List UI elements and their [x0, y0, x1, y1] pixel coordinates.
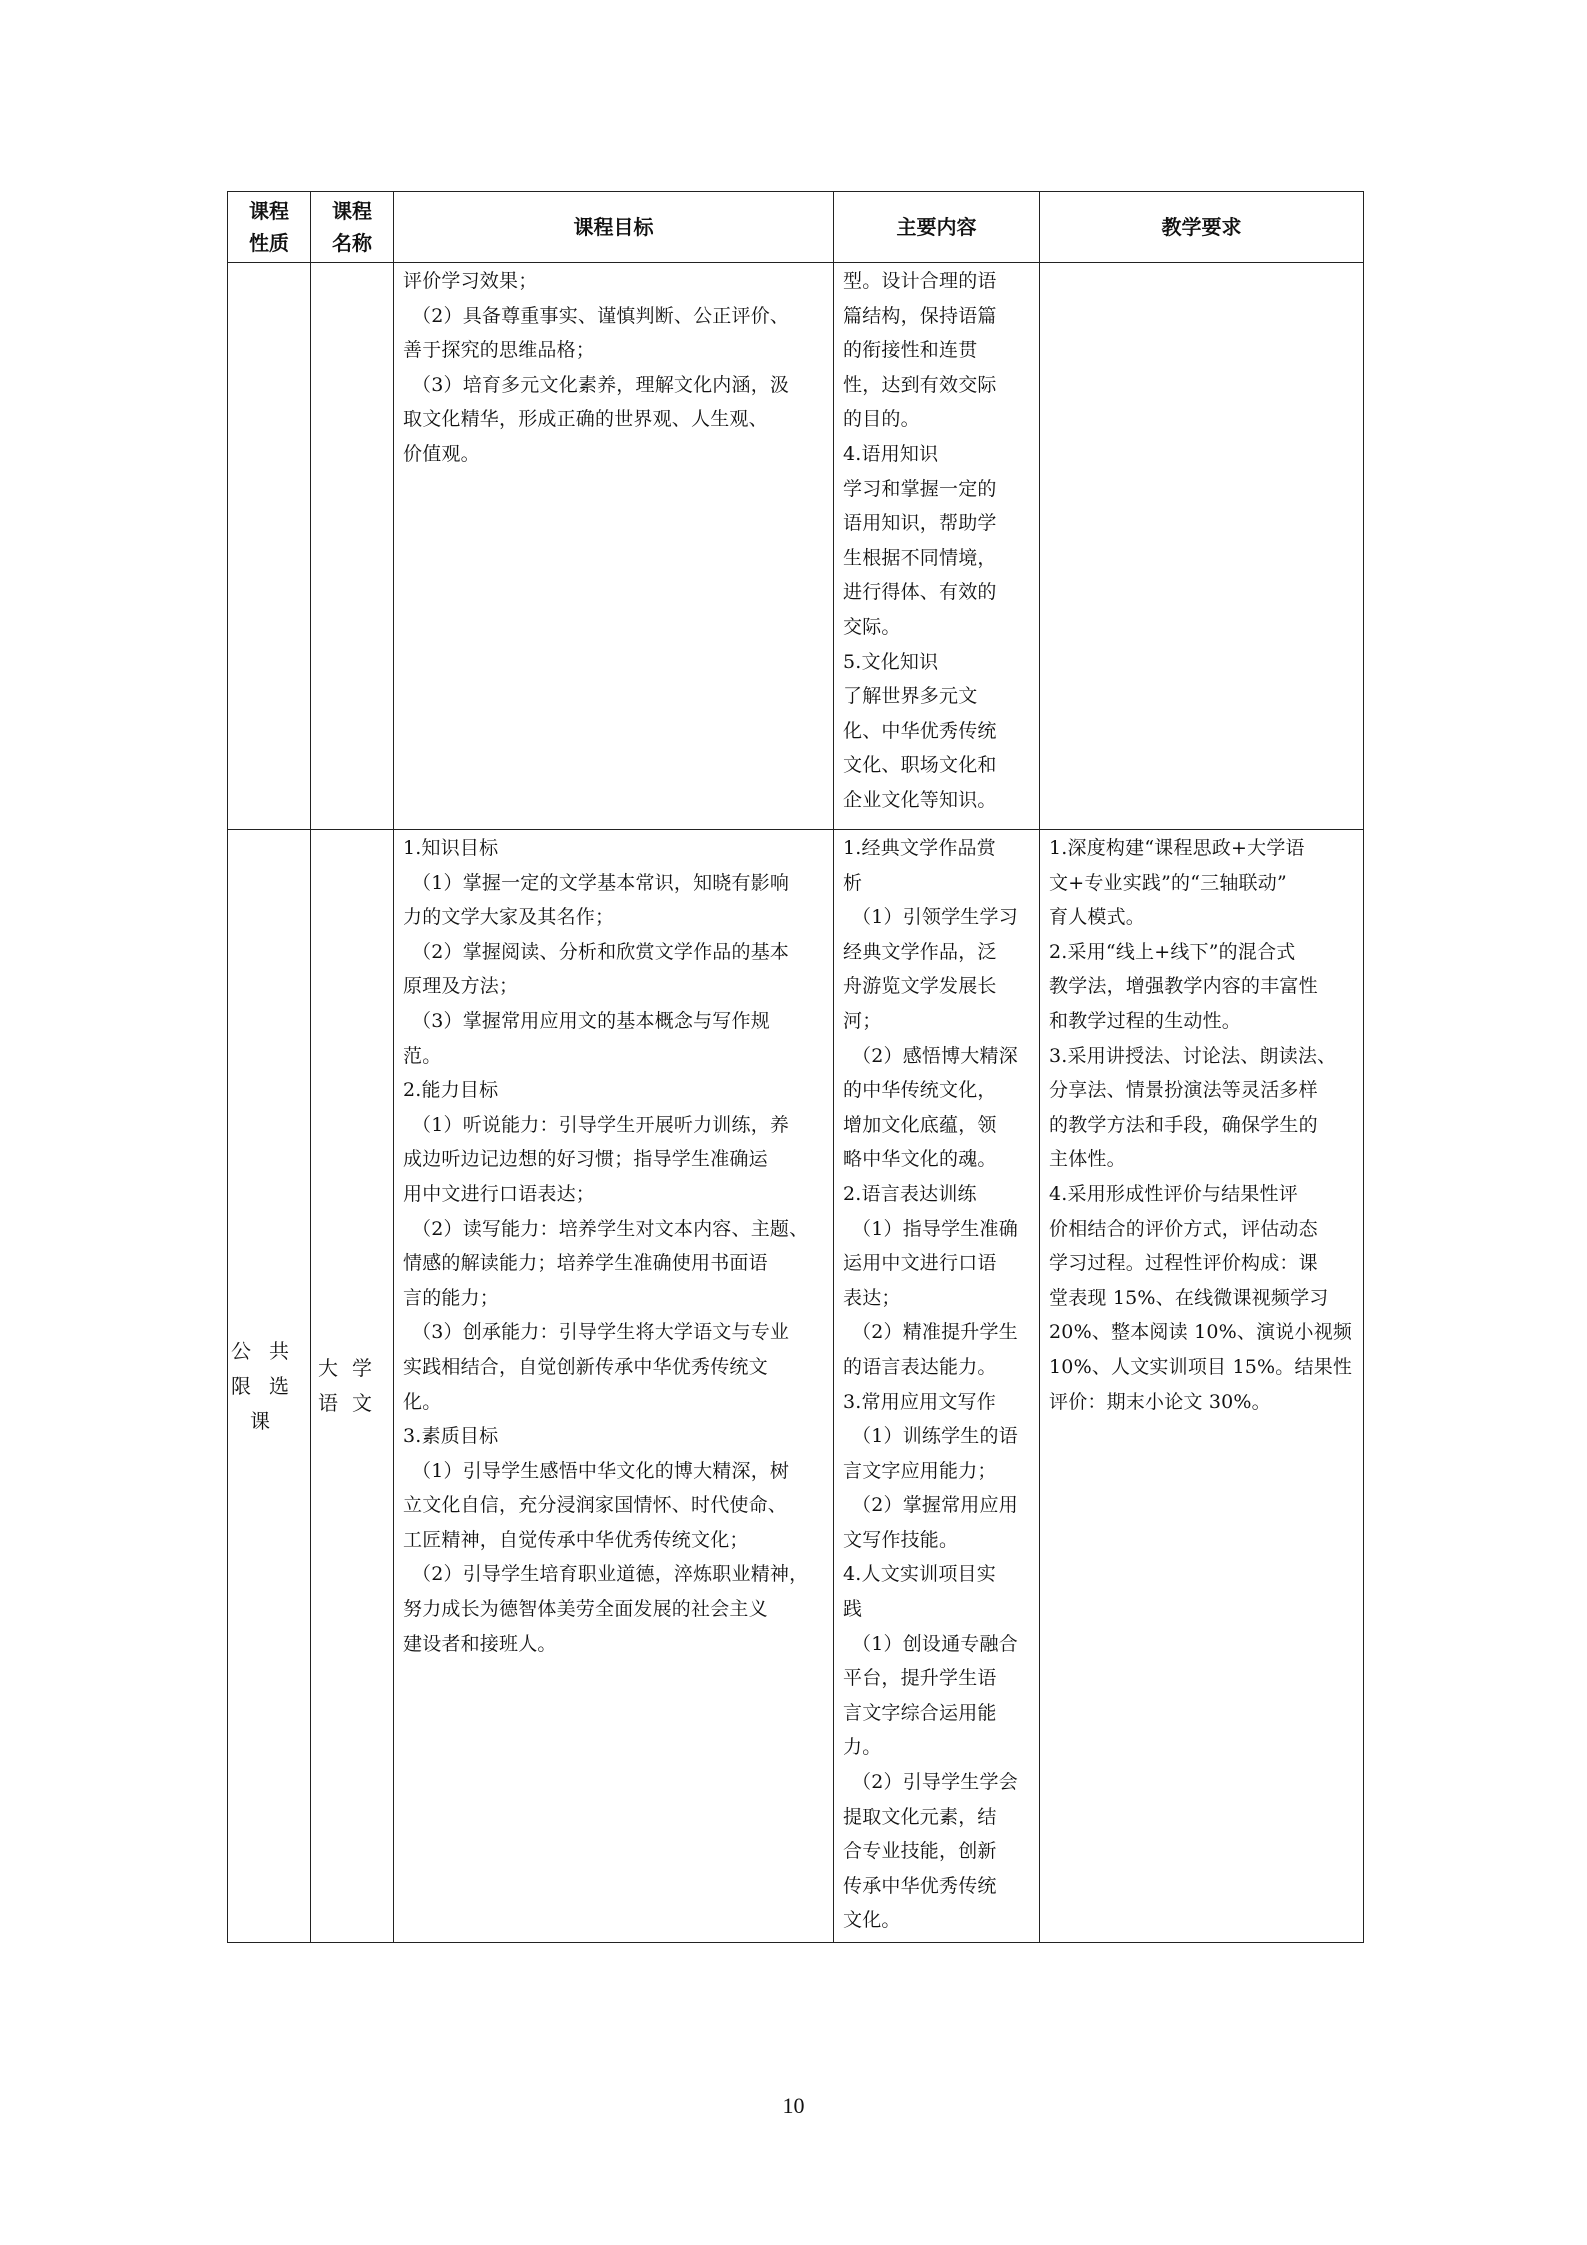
text-line: 取文化精华，形成正确的世界观、人生观、	[403, 408, 768, 431]
text-line: 篇结构，保持语篇	[843, 304, 997, 327]
text-line: 情感的解读能力；培养学生准确使用书面语	[403, 1252, 768, 1275]
text-line: （2）精准提升学生	[852, 1321, 1018, 1344]
text-line: （2）读写能力：培养学生对文本内容、主题、	[412, 1217, 809, 1240]
text-line: 3.采用讲授法、讨论法、朗读法、	[1049, 1044, 1337, 1067]
text-line: 建设者和接班人。	[403, 1632, 557, 1655]
text-line: 践	[843, 1598, 863, 1621]
text-line: 4.人文实训项目实	[843, 1563, 996, 1586]
text-line: 力。	[843, 1736, 882, 1759]
text-line: 堂表现 15%、在线微课视频学习	[1049, 1286, 1329, 1309]
text-line: （1）掌握一定的文学基本常识，知晓有影响	[412, 871, 790, 894]
cell-course-name: 大学语文	[311, 830, 394, 1943]
text-line: 言文字应用能力；	[843, 1459, 997, 1482]
text-line: 文写作技能。	[843, 1528, 959, 1551]
table-row	[228, 830, 1364, 1943]
table-header-row	[228, 192, 1364, 263]
text-line: 平台，提升学生语	[843, 1667, 997, 1690]
table-row	[228, 263, 1364, 830]
text-line: （1）训练学生的语	[852, 1425, 1018, 1448]
text-line: （1）指导学生准确	[852, 1217, 1018, 1240]
text-line: 性，达到有效交际	[843, 373, 997, 396]
text-line: 经典文学作品，泛	[843, 940, 997, 963]
text-line: 教学法，增强教学内容的丰富性	[1049, 975, 1318, 998]
text-line: （3）培育多元文化素养，理解文化内涵，汲	[412, 373, 790, 396]
text-line: （2）引导学生培育职业道德，淬炼职业精神，	[412, 1563, 809, 1586]
text-line: 3.常用应用文写作	[843, 1390, 996, 1413]
text-line: 言文字综合运用能	[843, 1701, 997, 1724]
text-line: 价值观。	[403, 442, 480, 465]
text-line: 2.能力目标	[403, 1079, 499, 1102]
text-line: 语用知识，帮助学	[843, 512, 997, 535]
text-line: 原理及方法；	[403, 975, 519, 998]
text-line: 生根据不同情境，	[843, 546, 997, 569]
text-line: 价相结合的评价方式，评估动态	[1049, 1217, 1318, 1240]
text-line: 运用中文进行口语	[843, 1252, 997, 1275]
text-line: 力的文学大家及其名作；	[403, 906, 615, 929]
text-line: 析	[843, 871, 863, 894]
header-course-name	[311, 192, 394, 263]
text-line: 文+专业实践”的“三轴联动”	[1049, 871, 1287, 894]
text-line: 化。	[403, 1390, 442, 1413]
text-line: 5.文化知识	[843, 650, 939, 673]
text-line: 1.经典文学作品赏	[843, 837, 996, 859]
text-line: 提取文化元素，结	[843, 1805, 997, 1828]
text-line: 企业文化等知识。	[843, 788, 997, 811]
page-number: 10	[782, 2093, 805, 2118]
text-line: 化、中华优秀传统	[843, 719, 997, 742]
text-line: 善于探究的思维品格；	[403, 339, 596, 362]
text-line: （3）创承能力：引导学生将大学语文与专业	[412, 1321, 790, 1344]
text-line: 1.深度构建“课程思政+大学语	[1049, 837, 1305, 859]
header-teaching-requirements: 教学要求	[1040, 192, 1364, 263]
text-line: 2.采用“线上+线下”的混合式	[1049, 940, 1296, 963]
cell-course-nature: 公共限选课	[228, 830, 311, 1943]
text-line: 用中文进行口语表达；	[403, 1182, 596, 1205]
text-line: 范。	[403, 1044, 442, 1067]
text-line: 4.采用形成性评价与结果性评	[1049, 1182, 1298, 1205]
text-line: 舟游览文学发展长	[843, 975, 997, 998]
text-line: （1）创设通专融合	[852, 1632, 1018, 1655]
text-line: 传承中华优秀传统	[843, 1874, 997, 1897]
cell-course-goals	[394, 830, 834, 1943]
text-line: 了解世界多元文	[843, 685, 978, 708]
curriculum-table	[227, 191, 1364, 1943]
text-line: 立文化自信，充分浸润家国情怀、时代使命、	[403, 1494, 788, 1517]
text-line: 3.素质目标	[403, 1425, 499, 1448]
text-line: 文化、职场文化和	[843, 754, 997, 777]
text-line: 20%、整本阅读 10%、演说小视频	[1049, 1321, 1353, 1344]
text-line: 育人模式。	[1049, 906, 1146, 929]
cell-teaching-requirements	[1040, 263, 1364, 830]
text-line: 实践相结合，自觉创新传承中华优秀传统文	[403, 1355, 768, 1378]
text-line: 1.知识目标	[403, 837, 499, 859]
text-line: （3）掌握常用应用文的基本概念与写作规	[412, 1009, 770, 1032]
cell-teaching-requirements	[1040, 830, 1364, 1943]
text-line: 合专业技能，创新	[843, 1840, 997, 1863]
cell-course-nature	[228, 263, 311, 830]
header-course-name-label: 课程 名称	[332, 199, 372, 255]
text-line: 成边听边记边想的好习惯；指导学生准确运	[403, 1148, 768, 1171]
text-line: 的中华传统文化，	[843, 1079, 997, 1102]
text-line: （2）掌握常用应用	[852, 1494, 1018, 1517]
text-line: （2）感悟博大精深	[852, 1044, 1018, 1067]
header-course-nature-label: 课程 性质	[249, 199, 289, 255]
text-line: 学习过程。过程性评价构成：课	[1049, 1252, 1318, 1275]
text-line: （1）听说能力：引导学生开展听力训练，养	[412, 1113, 790, 1136]
text-line: 河；	[843, 1009, 882, 1032]
text-line: 的语言表达能力。	[843, 1355, 997, 1378]
text-line: 进行得体、有效的	[843, 581, 997, 604]
text-line: 和教学过程的生动性。	[1049, 1009, 1242, 1032]
text-line: 努力成长为德智体美劳全面发展的社会主义	[403, 1598, 768, 1621]
text-line: 型。设计合理的语	[843, 270, 997, 292]
text-line: （2）掌握阅读、分析和欣赏文学作品的基本	[412, 940, 790, 963]
text-line: 4.语用知识	[843, 442, 939, 465]
text-line: 略中华文化的魂。	[843, 1148, 997, 1171]
cell-course-goals	[394, 263, 834, 830]
cell-course-name	[311, 263, 394, 830]
text-line: （1）引导学生感悟中华文化的博大精深，树	[412, 1459, 790, 1482]
text-line: 言的能力；	[403, 1286, 500, 1309]
header-course-nature	[228, 192, 311, 263]
text-line: 的目的。	[843, 408, 920, 431]
cell-main-content	[834, 830, 1040, 1943]
text-line: 学习和掌握一定的	[843, 477, 997, 500]
text-line: 分享法、情景扮演法等灵活多样	[1049, 1079, 1318, 1102]
text-line: 交际。	[843, 615, 901, 638]
text-line: 2.语言表达训练	[843, 1182, 977, 1205]
text-line: （2）具备尊重事实、谨慎判断、公正评价、	[412, 304, 790, 327]
text-line: 评价学习效果；	[403, 270, 538, 292]
text-line: （2）引导学生学会	[852, 1771, 1018, 1794]
text-line: 文化。	[843, 1909, 901, 1932]
header-course-goals: 课程目标	[394, 192, 834, 263]
text-line: 的衔接性和连贯	[843, 339, 978, 362]
text-line: 10%、人文实训项目 15%。结果性	[1049, 1355, 1353, 1378]
text-line: （1）引领学生学习	[852, 906, 1018, 929]
text-line: 的教学方法和手段，确保学生的	[1049, 1113, 1318, 1136]
cell-main-content	[834, 263, 1040, 830]
text-line: 主体性。	[1049, 1148, 1126, 1171]
text-line: 评价：期末小论文 30%。	[1049, 1390, 1271, 1413]
text-line: 表达；	[843, 1286, 901, 1309]
header-main-content: 主要内容	[834, 192, 1040, 263]
text-line: 工匠精神，自觉传承中华优秀传统文化；	[403, 1528, 749, 1551]
text-line: 增加文化底蕴，领	[843, 1113, 997, 1136]
